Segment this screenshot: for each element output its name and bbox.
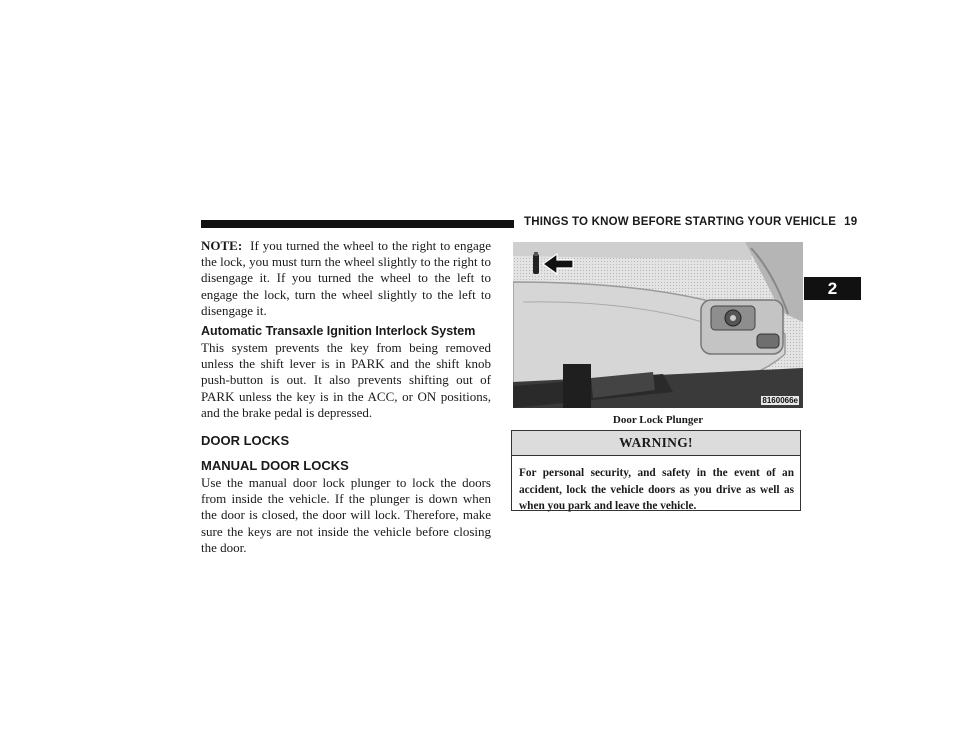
- header-rule: [201, 220, 514, 228]
- door-panel-illustration: [513, 242, 803, 408]
- note-text: If you turned the wheel to the right to engage the lock, you must turn the wheel slightly to the right to disengage it. If you turned the wheel to the left to engage the lock, turn the wheel slightly to the left to disengage it.: [201, 238, 491, 318]
- warning-title: WARNING!: [512, 431, 800, 456]
- note-label: NOTE:: [201, 238, 243, 253]
- section-title: THINGS TO KNOW BEFORE STARTING YOUR VEHICLE: [524, 216, 837, 228]
- warning-text: For personal security, and safety in the event of an accident, lock the vehicle doors as you drive as well as when you park and leave the vehicle.: [519, 467, 794, 512]
- door-lock-plunger-figure: [513, 242, 803, 408]
- warning-box: [511, 430, 801, 511]
- page-number: 19: [844, 216, 858, 228]
- figure-caption: Door Lock Plunger: [612, 414, 704, 426]
- chapter-tab: 2: [804, 277, 861, 300]
- manual-door-locks-paragraph: Use the manual door lock plunger to lock the doors from inside the vehicle. If the plunger is down when the door is closed, the door will lock. Therefore, make sure the keys are not inside the vehicle before closing the door.: [201, 475, 491, 555]
- left-column: [201, 238, 491, 556]
- interlock-paragraph: This system prevents the key from being removed unless the shift lever is in PARK and the shift knob push-button is out. It also prevents shifting out of PARK unless the key is in the ACC, or ON positions, and the brake pedal is depressed.: [201, 340, 491, 420]
- running-header: [524, 216, 858, 228]
- interlock-heading: Automatic Transaxle Ignition Interlock System: [201, 324, 476, 339]
- door-locks-heading: DOOR LOCKS: [201, 433, 290, 449]
- figure-code: 8160066e: [762, 396, 798, 405]
- note-paragraph: [201, 238, 491, 319]
- manual-door-locks-heading: MANUAL DOOR LOCKS: [201, 458, 349, 474]
